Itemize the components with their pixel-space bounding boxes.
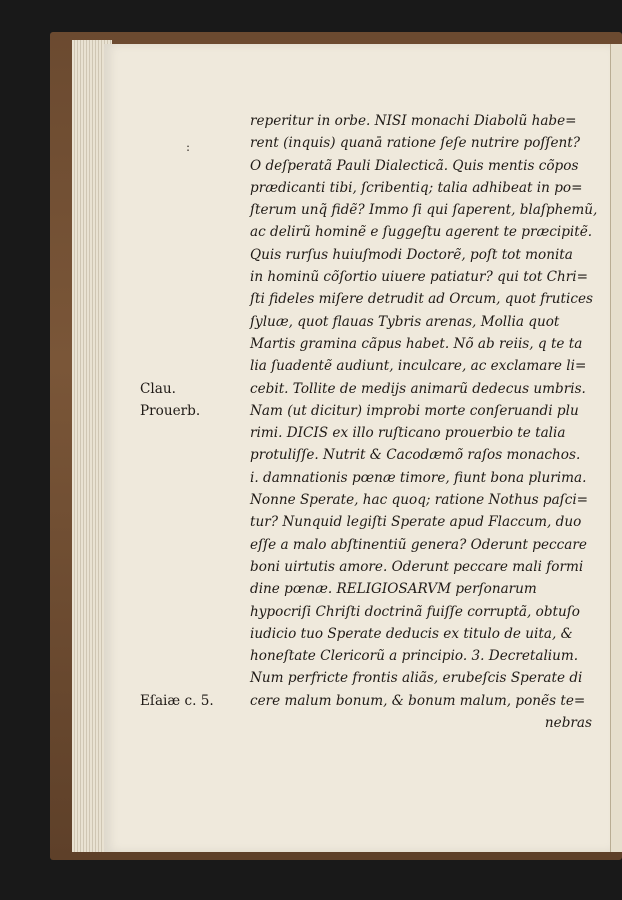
- text-line: [140, 288, 610, 310]
- text-line: [140, 601, 610, 623]
- margin-mark: :: [186, 140, 191, 154]
- text-line: [140, 534, 610, 556]
- line-text: prædicanti tibi, ſcribentiq; talia adhibeat in po=: [250, 179, 583, 196]
- line-text: i. damnationis pœnæ timore, fiunt bona plurima.: [250, 469, 587, 486]
- line-text: O deſperatã Pauli Dialecticã. Quis mentis cõpos: [250, 157, 579, 174]
- text-line: [140, 422, 610, 444]
- margin-note: Prouerb.: [140, 402, 201, 419]
- line-text: eſſe a malo abſtinentiũ genera? Oderunt peccare: [250, 536, 587, 553]
- text-line: [140, 244, 610, 266]
- line-text: reperitur in orbe. NISI monachi Diabolũ habe=: [250, 113, 577, 129]
- text-line: [140, 623, 610, 645]
- text-line: [140, 221, 610, 243]
- line-text: tur? Nunquid legiſti Sperate apud Flaccum, duo: [250, 514, 582, 531]
- line-text: ac delirũ hominẽ e ſuggeſtu agerent te præcipitẽ.: [250, 224, 593, 241]
- line-text: ſterum unq̃ fidẽ? Immo ſi qui ſaperent, blaſphemũ,: [250, 202, 598, 219]
- line-text: Martis gramina cãpus habet. Nõ ab reiis, q te ta: [250, 335, 583, 352]
- text-line: [140, 489, 610, 511]
- line-text: lia ſuadentẽ audiunt, inculcare, ac exclamare li=: [250, 358, 587, 375]
- text-line: [140, 712, 610, 734]
- line-text: dine pœnæ. RELIGIOSARVM perſonarum: [250, 581, 537, 598]
- text-line: [140, 556, 610, 578]
- line-text: ſyluæ, quot flauas Tybris arenas, Mollia quot: [250, 313, 560, 330]
- line-text: cebit. Tollite de medijs animarũ dedecus umbris.: [250, 380, 586, 397]
- text-line: [140, 378, 610, 400]
- line-text: honeſtate Clericorũ a principio. 3. Decretalium.: [250, 648, 579, 665]
- text-line: [140, 355, 610, 377]
- line-text: Quis rurſus huiuſmodi Doctorẽ, poſt tot monita: [250, 246, 573, 263]
- line-text: rimi. DICIS ex illo ruſticano prouerbio te talia: [250, 425, 566, 442]
- text-line: [140, 444, 610, 466]
- text-line: [140, 199, 610, 221]
- line-text: rent (inquis) quanā ratione ſeſe nutrire poſſent?: [250, 135, 581, 152]
- next-leaf-edge: [610, 44, 622, 852]
- text-line: [140, 578, 610, 600]
- line-text: Num perfricte frontis aliãs, erubeſcis Sperate di: [250, 670, 583, 687]
- line-text: protuliſſe. Nutrit & Cacodæmõ raſos monachos.: [250, 447, 581, 464]
- line-text: Nam (ut dicitur) improbi morte conſeruandi plu: [250, 402, 579, 419]
- text-line: [140, 266, 610, 288]
- line-text: nebras: [544, 715, 592, 732]
- text-line: [140, 667, 610, 689]
- text-line: [140, 645, 610, 667]
- text-line: [140, 467, 610, 489]
- margin-note: Clau.: [140, 380, 176, 397]
- line-text: hypocriſi Chriſti doctrinã fuiſſe corruptã, obtuſo: [250, 603, 580, 620]
- text-line: [140, 690, 610, 712]
- page-text: [140, 110, 610, 734]
- line-text: cere malum bonum, & bonum malum, ponẽs te=: [250, 692, 586, 709]
- line-text: iudicio tuo Sperate deducis ex titulo de uita, &: [250, 625, 573, 642]
- text-line: [140, 333, 610, 355]
- line-text: ſti fideles miſere detrudit ad Orcum, quot frutices: [250, 291, 593, 308]
- margin-note: Eſaiæ c. 5.: [140, 692, 214, 709]
- line-text: Nonne Sperate, hac quoq; ratione Nothus paſci=: [250, 492, 589, 509]
- line-text: boni uirtutis amore. Oderunt peccare mali formi: [250, 558, 584, 575]
- text-line: [140, 110, 610, 132]
- text-line: [140, 511, 610, 533]
- line-text: in hominũ cõſortio uiuere patiatur? qui tot Chri=: [250, 269, 589, 286]
- text-line: [140, 311, 610, 333]
- text-line: [140, 400, 610, 422]
- text-line: [140, 177, 610, 199]
- text-line: [140, 155, 610, 177]
- text-line: [140, 132, 610, 154]
